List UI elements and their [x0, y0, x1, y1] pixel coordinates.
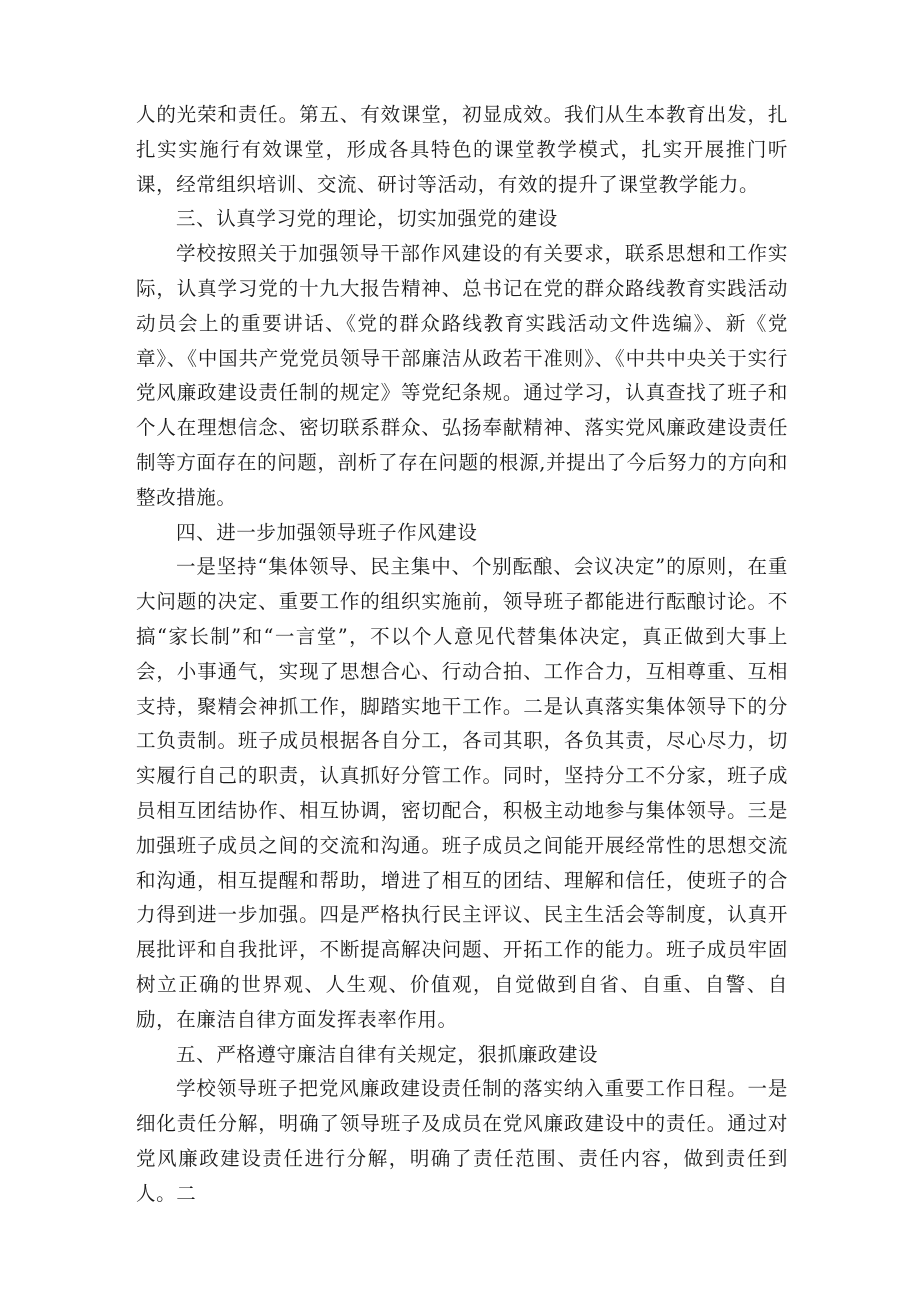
section-heading-3: 三、认真学习党的理论，切实加强党的建设 [176, 207, 558, 231]
section-heading-4: 四、进一步加强领导班子作风建设 [176, 520, 478, 544]
document-page [136, 98, 788, 1212]
paragraph-leadership-style: 一是坚持“集体领导、民主集中、个别酝酿、会议决定”的原则，在重大问题的决定、重要工作的组织实施前，领导班子都能进行酝酿讨论。不搞“家长制”和“一言堂”，不以个人意见代替集体决定，真正做到大事上会，小事通气，实现了思想合心、行动合拍、工作合力，互相尊重、互相支持，聚精会神抓工作，脚踏实地干工作。二是认真落实集体领导下的分工负责制。班子成员根据各自分工，各司其职，各负其责，尽心尽力，切实履行自己的职责，认真抓好分管工作。同时，坚持分工不分家，班子成员相互团结协作、相互协调，密切配合，积极主动地参与集体领导。三是加强班子成员之间的交流和沟通。班子成员之间能开展经常性的思想交流和沟通，相互提醒和帮助，增进了相互的团结、理解和信任，使班子的合力得到进一步加强。四是严格执行民主评议、民主生活会等制度，认真开展批评和自我批评，不断提高解决问题、开拓工作的能力。班子成员牢固树立正确的世界观、人生观、价值观，自觉做到自省、自重、自警、自励，在廉洁自律方面发挥表率作用。 [136, 555, 788, 1031]
paragraph-party-study: 学校按照关于加强领导干部作风建设的有关要求，联系思想和工作实际，认真学习党的十九大报告精神、总书记在党的群众路线教育实践活动动员会上的重要讲话、《党的群众路线教育实践活动文件选编》、新《党章》、《中国共产党党员领导干部廉洁从政若干准则》、《中共中央关于实行党风廉政建设责任制的规定》等党纪条规。通过学习，认真查找了班子和个人在理想信念、密切联系群众、弘扬奉献精神、落实党风廉政建设责任制等方面存在的问题，剖析了存在问题的根源,并提出了今后努力的方向和整改措施。 [136, 242, 788, 509]
paragraph-continuation: 人的光荣和责任。第五、有效课堂，初显成效。我们从生本教育出发，扎扎实实施行有效课堂，形成各具特色的课堂教学模式，扎实开展推门听课，经常组织培训、交流、研讨等活动，有效的提升了课堂教学能力。 [136, 103, 788, 196]
section-heading-5: 五、严格遵守廉洁自律有关规定，狠抓廉政建设 [176, 1042, 599, 1066]
paragraph-integrity: 学校领导班子把党风廉政建设责任制的落实纳入重要工作日程。一是细化责任分解，明确了领导班子及成员在党风廉政建设中的责任。通过对党风廉政建设责任进行分解，明确了责任范围、责任内容，做到责任到人。二 [136, 1077, 788, 1205]
